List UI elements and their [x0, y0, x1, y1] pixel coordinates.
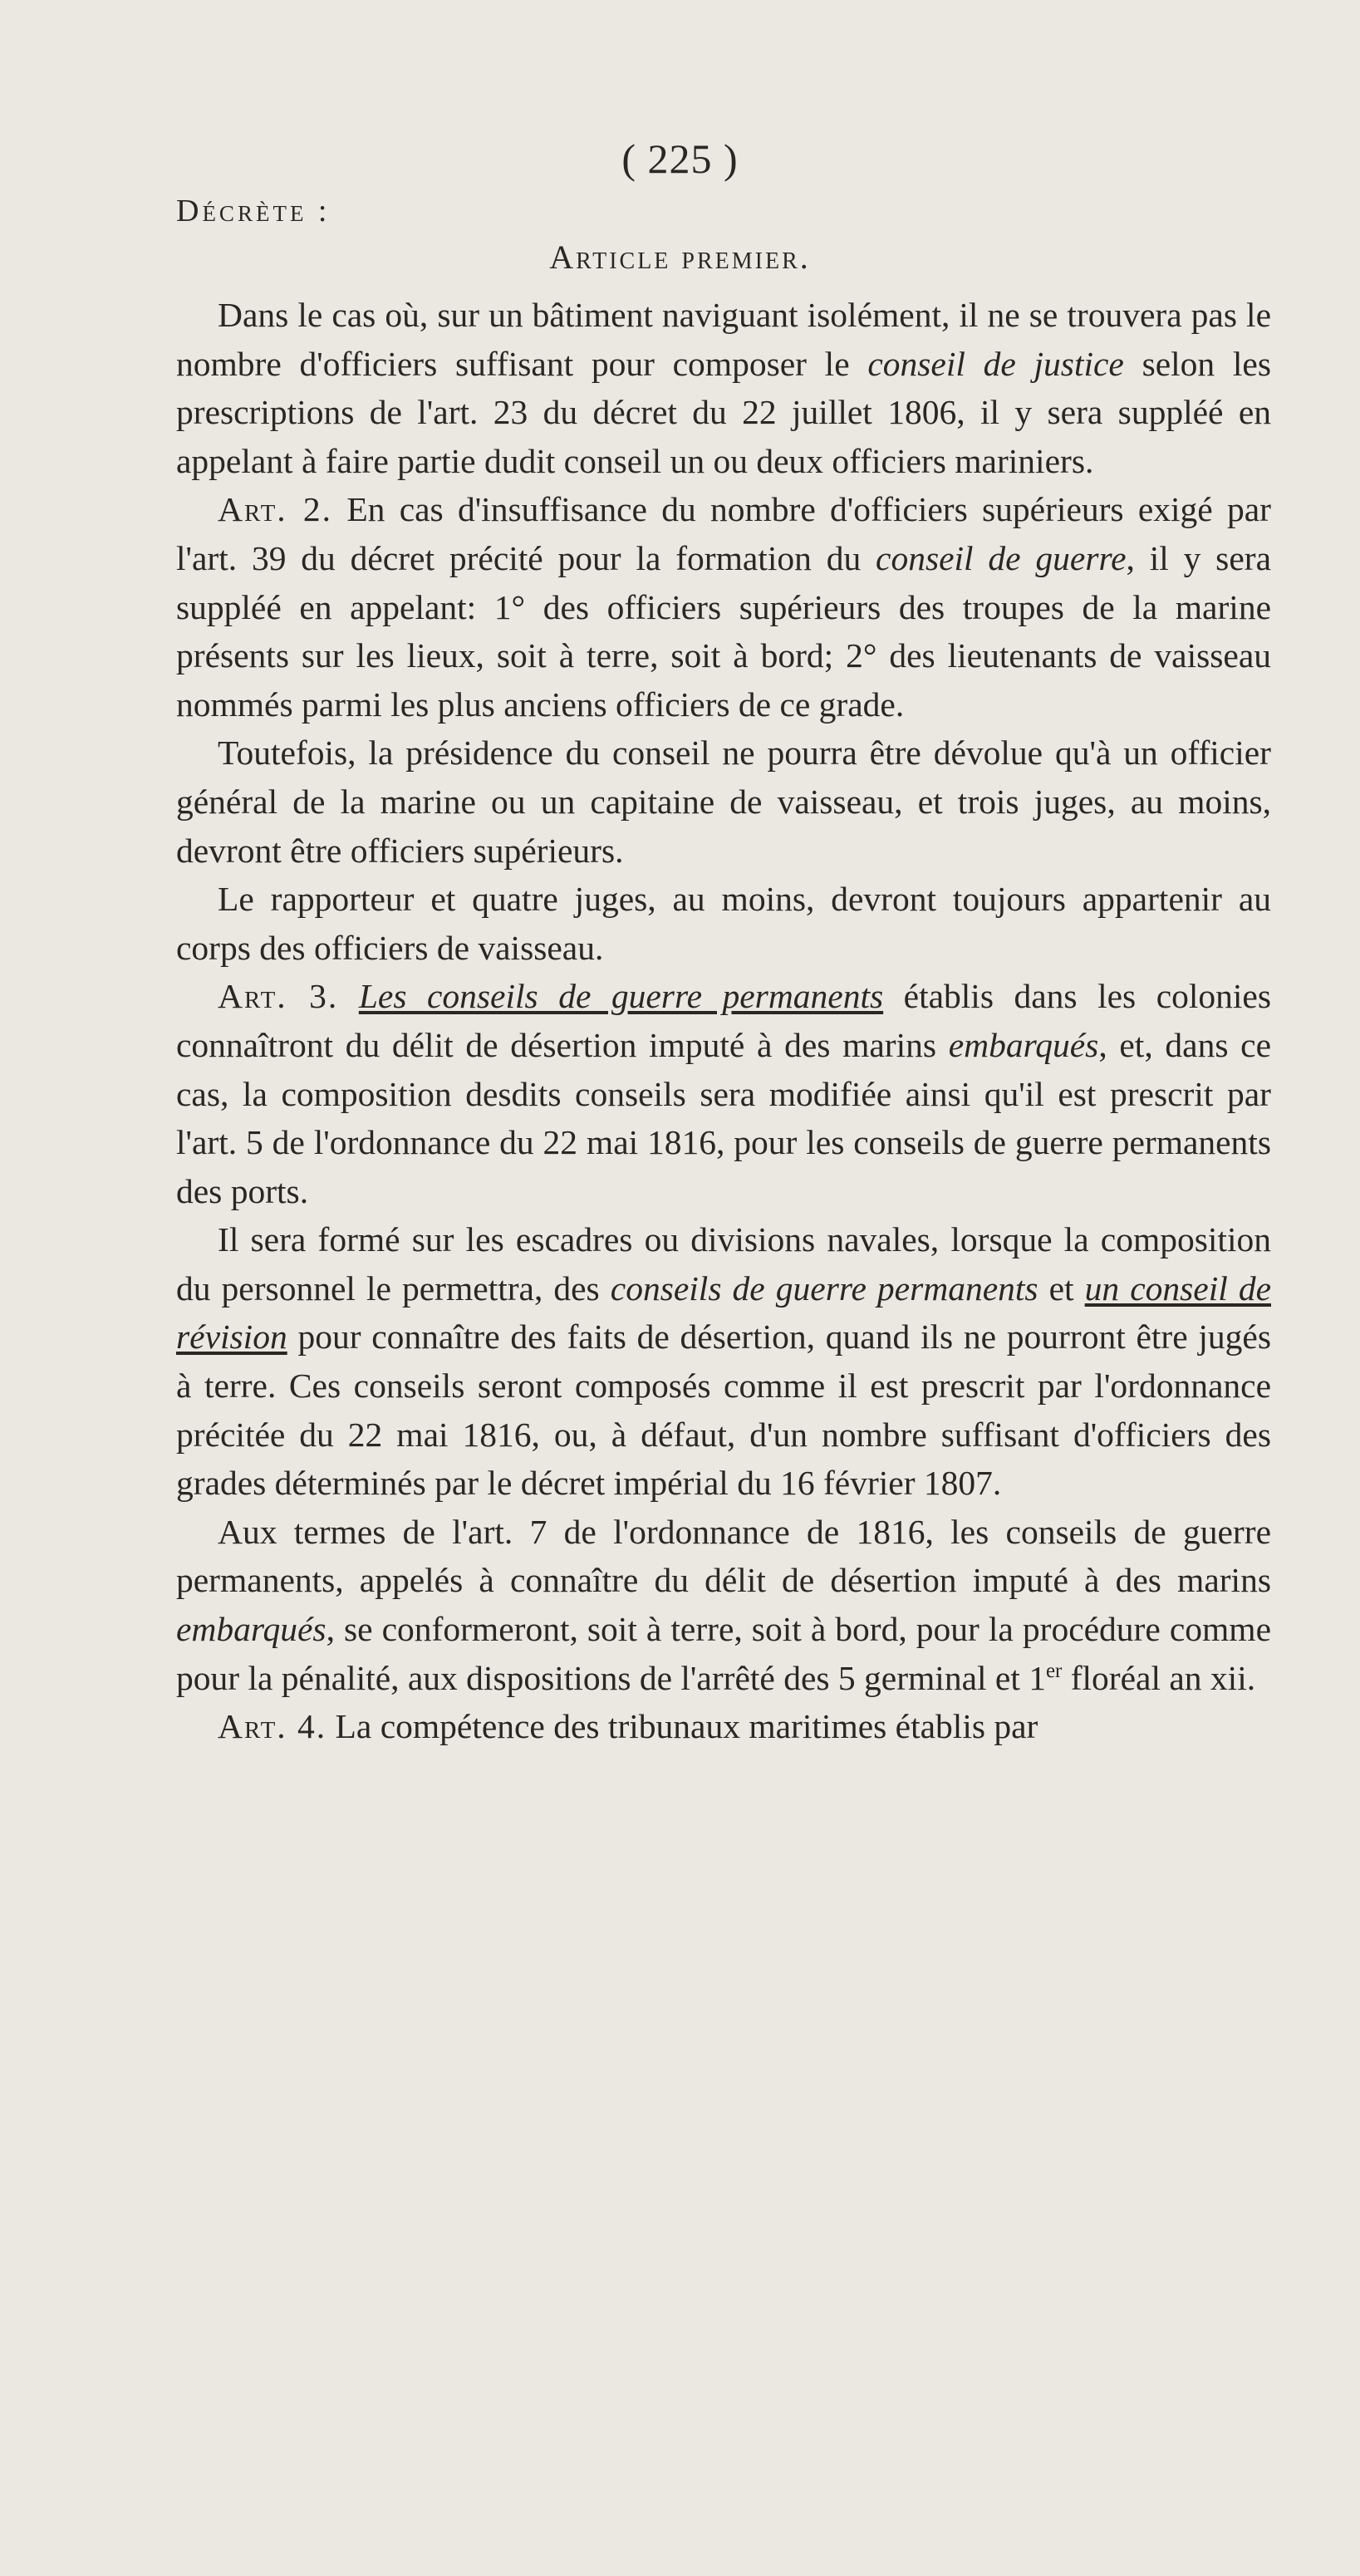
text-run: [338, 977, 359, 1015]
paragraph-3: Toutefois, la présidence du conseil ne pourra être dévolue qu'à un officier général de la marine ou un capitaine de vaisseau, et trois juges, au moins, devront être officiers supérieurs.: [176, 734, 1271, 870]
text-run: pour connaître des faits de désertion, quand ils ne pourront être jugés à terre. Ces conseils seront composés comme il est prescrit par l'ordonnance précitée du 22 mai 1816, ou, à défaut, d'un nombre suffisant d'officiers des grades déterminés par le décret impérial du 16 février 1807.: [176, 1317, 1271, 1503]
article-number: Art. 2.: [218, 490, 333, 529]
text-run: , se conformeront, soit à terre, soit à bord, pour la procédure comme pour la pénalité, aux dispositions de l'arrêté des 5 germinal et 1: [176, 1610, 1271, 1697]
paragraph-4: Le rapporteur et quatre juges, au moins, devront toujours appartenir au corps des officiers de vaisseau.: [176, 880, 1271, 967]
emphasis-text: conseil de guerre: [876, 538, 1127, 577]
emphasis-text: conseil de justice: [867, 344, 1124, 383]
text-run: La compétence des tribunaux maritimes établis par: [326, 1707, 1038, 1746]
text-run: Dans le cas où, sur un bâtiment naviguant isolément, il ne se trouvera pas le nombre d'officiers suffisant pour composer le: [176, 296, 1271, 383]
emphasis-text: embarqués: [948, 1025, 1099, 1064]
text-run: selon les prescriptions de l'art. 23 du décret du 22 juillet 1806, il y sera suppléé en appelant à faire partie dudit conseil un ou deux officiers mariniers.: [176, 344, 1271, 480]
text-run: , et, dans ce cas, la composition desdits conseils sera modifiée ainsi qu'il est prescrit par l'art. 5 de l'ordonnance du 22 mai 1816, pour les conseils de guerre permanents des ports.: [176, 1025, 1271, 1210]
emphasis-text: Les conseils de guerre permanents: [358, 977, 884, 1016]
text-run: établis dans les colonies connaîtront du délit de désertion imputé à des marins: [176, 977, 1271, 1064]
text-run: Aux termes de l'art. 7 de l'ordonnance de 1816, les conseils de guerre permanents, appelés à connaître du délit de désertion imputé à des marins: [176, 1512, 1271, 1600]
paragraph-7: [176, 1508, 1271, 1702]
emphasis-text: un conseil de révision: [176, 1268, 1271, 1357]
page-number: ( 225 ): [621, 135, 739, 182]
emphasis-text: embarqués: [176, 1610, 326, 1649]
text-run: floréal an xii.: [1062, 1658, 1256, 1697]
paragraph-1: [176, 291, 1271, 485]
article-number: Art. 4.: [218, 1707, 327, 1746]
paragraph-article-2: [176, 485, 1271, 729]
article-number: Art. 3.: [218, 977, 339, 1016]
article-heading: Article premier.: [549, 238, 811, 276]
text-run: En cas d'insuffisance du nombre d'officiers supérieurs exigé par l'art. 39 du décret précité pour la formation du: [176, 490, 1271, 577]
decree-label: Décrète :: [176, 194, 331, 228]
paragraph-article-3: [176, 972, 1271, 1215]
text-run: Il sera formé sur les escadres ou divisions navales, lorsque la composition du personnel le permettra, des: [176, 1220, 1271, 1308]
text-run: , il y sera suppléé en appelant: 1° des officiers supérieurs des troupes de la marine présents sur les lieux, soit à terre, soit à bord; 2° des lieutenants de vaisseau nommés parmi les plus anciens officiers de ce grade.: [176, 538, 1271, 724]
paragraph-article-4: [176, 1702, 1271, 1751]
paragraph-6: [176, 1215, 1271, 1508]
superscript: er: [1045, 1659, 1063, 1682]
body-text: [176, 291, 1271, 1751]
text-run: et: [1038, 1268, 1085, 1308]
emphasis-text: conseils de guerre permanents: [610, 1268, 1038, 1308]
